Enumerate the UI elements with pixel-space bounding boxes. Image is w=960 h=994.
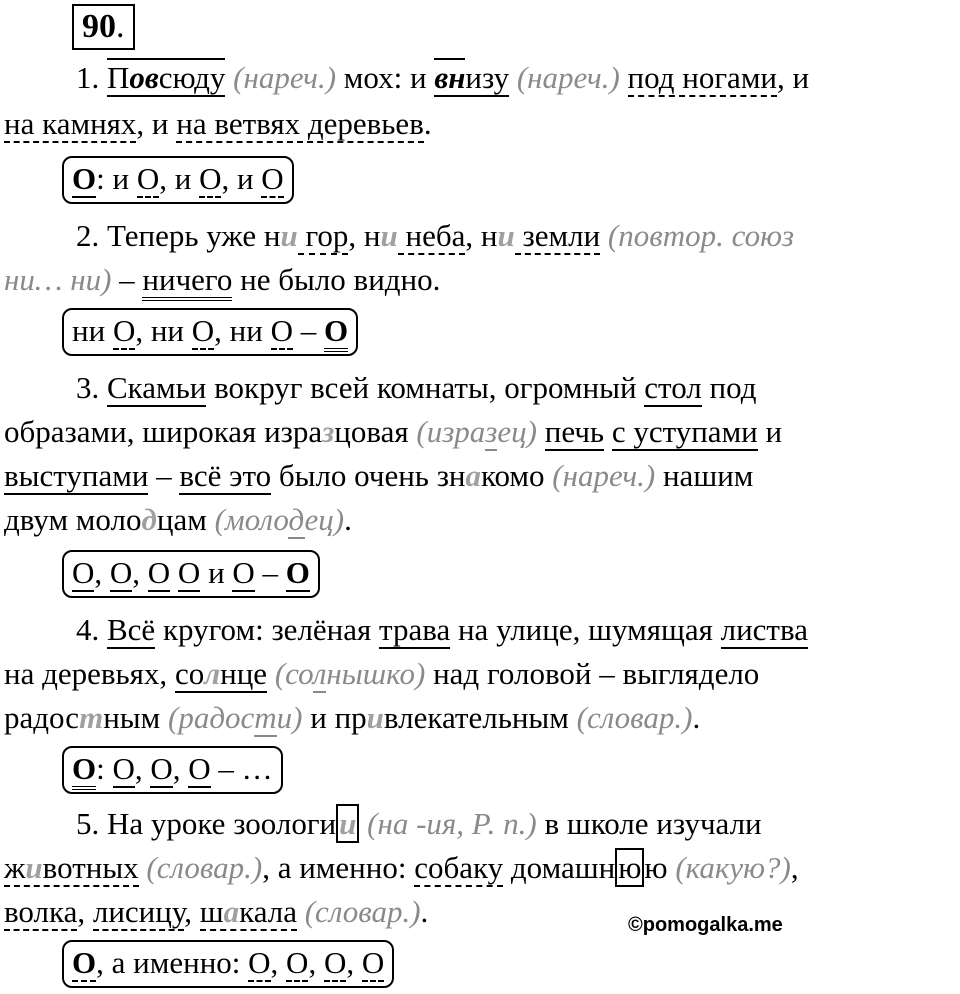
sentence-5-line-1: 5. На уроке зоологии (на -ия, Р. п.) в школе изучали bbox=[76, 806, 762, 841]
watermark: ©pomogalka.me bbox=[628, 914, 783, 936]
sentence-3-line-4: двум молодцам (молодец). bbox=[4, 502, 352, 537]
word-pod-nogami: под ногами bbox=[627, 60, 778, 95]
sentence-5-line-3: волка, лисицу, шакала (словар.). bbox=[4, 894, 429, 929]
exercise-number-dot: . bbox=[116, 8, 125, 45]
sentence-2-line-2: ни… ни) – ничего не было видно. bbox=[4, 260, 440, 300]
sentence-1-line-1: 1. Повсюду (нареч.) мох: и внизу (нареч.) под ногами, и bbox=[76, 60, 810, 95]
sentence-2-line-1: 2. Теперь уже ни гор, ни неба, ни земли (повтор. союз bbox=[76, 218, 795, 253]
word-povsyudu: Повсюду bbox=[107, 60, 226, 95]
sentence-3-line-1: 3. Скамьи вокруг всей комнаты, огромный стол под bbox=[76, 370, 757, 405]
sentence-4-line-2: на деревьях, солнце (солнышко) над головой – выглядело bbox=[4, 656, 760, 691]
sentence-1-line-2: на камнях, и на ветвях деревьев. bbox=[4, 106, 432, 141]
scheme-1: О: и О, и О, и О bbox=[62, 156, 294, 204]
scheme-4: О: О, О, О – … bbox=[62, 746, 283, 794]
sentence-3-line-3: выступами – всё это было очень знакомо (нареч.) нашим bbox=[4, 458, 754, 493]
sentence-4-line-3: радостным (радости) и привлекательным (словар.). bbox=[4, 700, 701, 735]
exercise-number-box bbox=[72, 4, 135, 50]
scheme-5: О, а именно: О, О, О, О bbox=[62, 940, 394, 988]
sentence-4-line-1: 4. Всё кругом: зелёная трава на улице, шумящая листва bbox=[76, 612, 808, 647]
scheme-2: ни О, ни О, ни О – О bbox=[62, 308, 358, 356]
exercise-number: 90 bbox=[82, 8, 116, 45]
scheme-3: О, О, О О и О – О bbox=[62, 550, 320, 598]
sentence-5-line-2: животных (словар.), а именно: собаку домашнюю (какую?), bbox=[4, 850, 799, 885]
sentence-3-line-2: образами, широкая изразцовая (изразец) печь с уступами и bbox=[4, 414, 783, 449]
word-vnizu: внизу bbox=[434, 60, 510, 95]
